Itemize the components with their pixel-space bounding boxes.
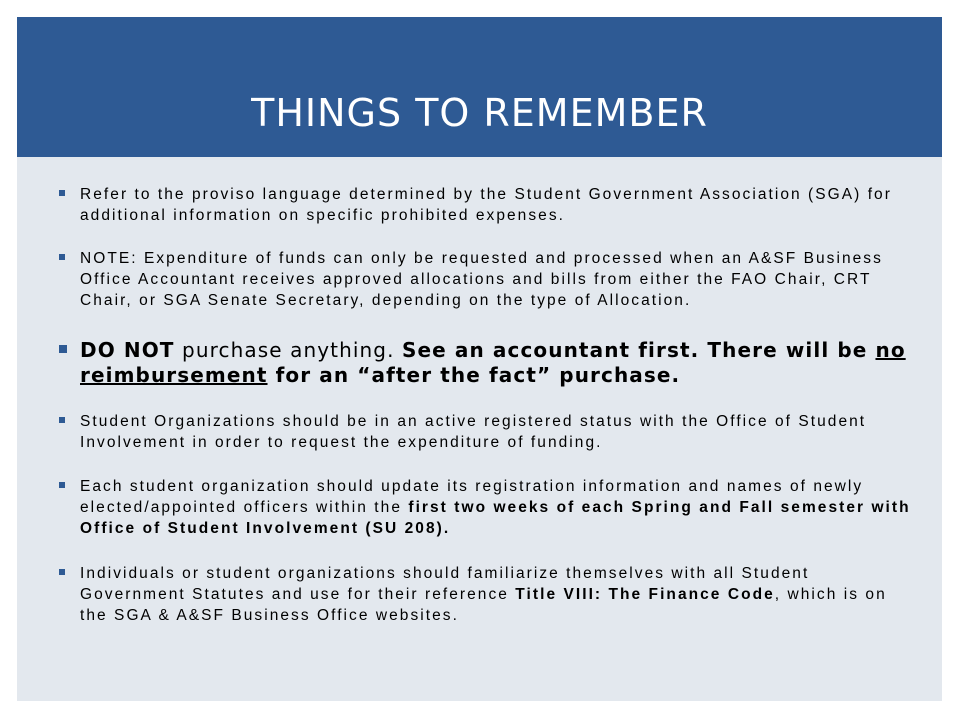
square-bullet-icon [59, 482, 65, 488]
bullet-update-registration [59, 476, 919, 539]
bullet-text [80, 476, 919, 539]
bullet-note [59, 248, 919, 311]
after-the-fact-emphasis: for an “after the fact” purchase. [267, 363, 681, 387]
bullet-do-not-purchase [59, 338, 919, 388]
bullet-text [80, 563, 919, 626]
no-reimbursement-emphasis: no reimbursement [80, 338, 906, 387]
bullet-finance-code [59, 563, 919, 626]
bullet-text: Refer to the proviso language determined by the Student Government Association (SGA) for additional information on specific prohibited expenses. [80, 186, 892, 224]
square-bullet-icon [59, 569, 65, 575]
square-bullet-icon [59, 345, 67, 353]
square-bullet-icon [59, 417, 65, 423]
bullet-list [59, 184, 919, 626]
bullet-text [80, 338, 919, 388]
bullet-text-segment: , which is on the SGA & A&SF Business Office websites. [80, 586, 887, 624]
deadline-emphasis: first two weeks of each Spring and Fall semester with Office of Student Involvement (SU 208). [80, 499, 911, 537]
bullet-text-segment: Each student organization should update its registration information and names of newly elected/appointed officers within the [80, 478, 864, 516]
title-bar [17, 17, 942, 157]
bullet-proviso [59, 184, 919, 226]
finance-code-emphasis: Title VIII: The Finance Code [515, 586, 775, 603]
bullet-text: Student Organizations should be in an active registered status with the Office of Student Involvement in order to request the expenditure of funding. [80, 413, 867, 451]
bullet-text-segment: Individuals or student organizations should familiarize themselves with all Student Government Statutes and use for their reference [80, 565, 810, 603]
bullet-text: NOTE: Expenditure of funds can only be requested and processed when an A&SF Business Office Accountant receives approved allocations and bills from either the FAO Chair, CRT Chair, or SGA Senate Secretary, depending on the type of Allocation. [80, 250, 883, 309]
slide-title: THINGS TO REMEMBER [251, 91, 708, 135]
do-not-emphasis: DO NOT [80, 338, 175, 362]
accountant-emphasis: See an accountant first. There will be [402, 338, 876, 362]
bullet-text-segment: purchase anything. [174, 338, 403, 362]
square-bullet-icon [59, 254, 65, 260]
bullet-registered-status [59, 411, 919, 453]
square-bullet-icon [59, 190, 65, 196]
